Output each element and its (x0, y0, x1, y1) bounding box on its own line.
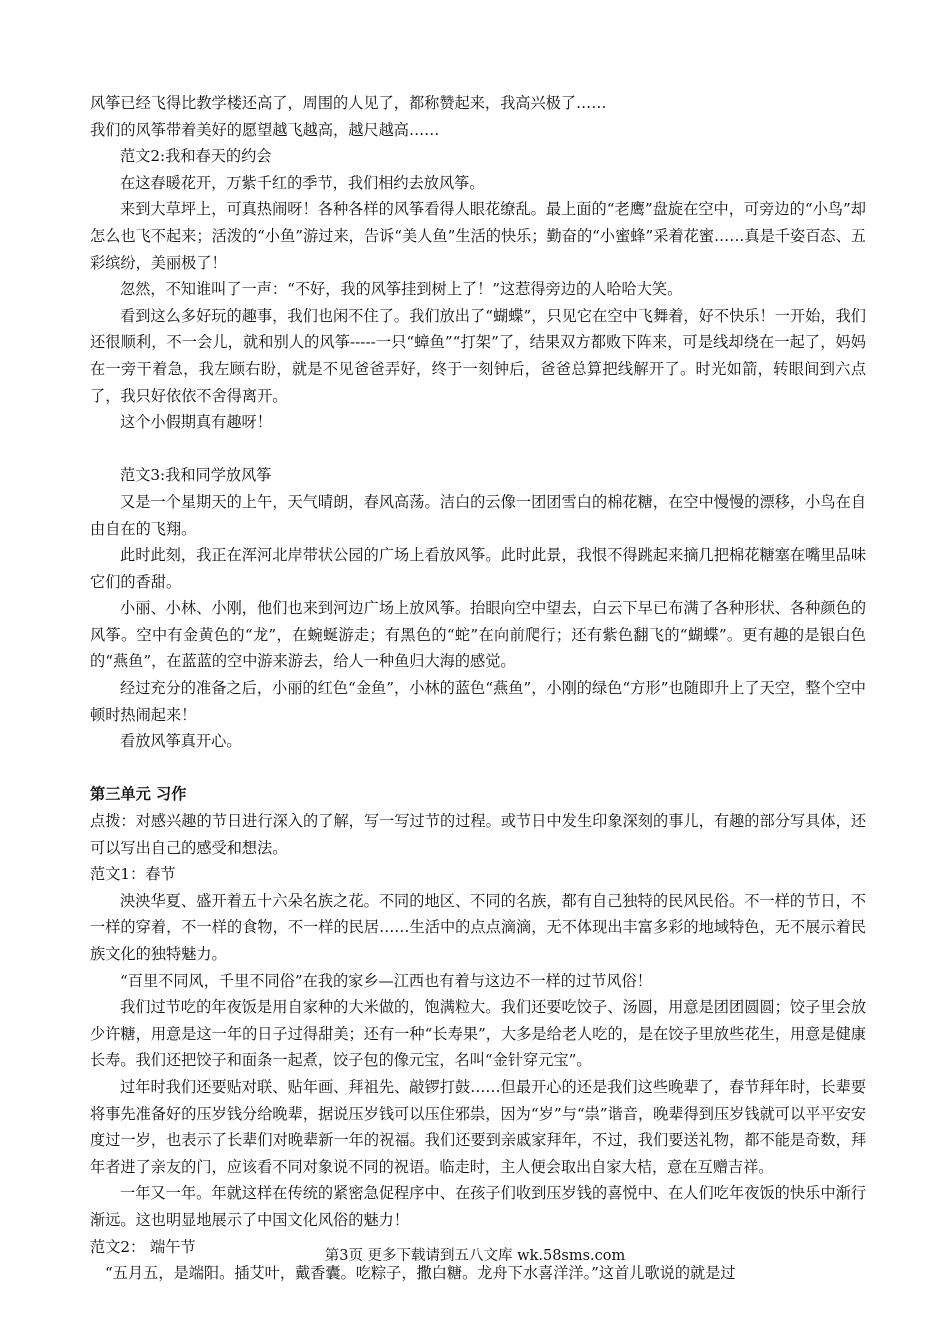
paragraph: 过年时我们还要贴对联、贴年画、拜祖先、敲锣打鼓……但最开心的还是我们这些晚辈了，春节拜年时，长辈要将事先准备好的压岁钱分给晚辈，据说压岁钱可以压住邪祟，因为“岁”与“祟”谐音，晚辈得到压岁钱就可以平平安安度过一岁，也表示了长辈们对晚辈新一年的祝福。我们还要到亲戚家拜年，不过，我们要送礼物，都不能是奇数，拜年者进了亲友的门，应该看不同对象说不同的祝语。临走时，主人便会取出自家大桔，意在互赠吉祥。 (90, 1077, 866, 1176)
paragraph: 风筝已经飞得比教学楼还高了，周围的人见了，都称赞起来，我高兴极了…… (90, 94, 607, 112)
paragraph: 在这春暖花开，万紫千红的季节，我们相约去放风筝。 (120, 173, 485, 192)
paragraph: 一年又一年。年就这样在传统的紧密急促程序中、在孩子们收到压岁钱的喜悦中、在人们吃年夜饭的快乐中渐行渐远。这也明显地展示了中国文化风俗的魅力！ (90, 1184, 866, 1229)
paragraph: “五月五，是端阳。插艾叶，戴香囊。吃粽子，撒白糖。龙舟下水喜洋洋。”这首儿歌说的就是过 (105, 1264, 736, 1283)
paragraph: 小丽、小林、小刚，他们也来到河边广场上放风筝。抬眼向空中望去，白云下早已布满了各种形状、各种颜色的风筝。空中有金黄色的“龙”，在蜿蜒游走；有黑色的“蛇”在向前爬行；还有紫色翻飞的“蝴蝶”。更有趣的是银白色的“燕鱼”，在蓝蓝的空中游来游去，给人一种鱼归大海的感觉。 (90, 599, 866, 671)
paragraph: 看放风筝真开心。 (120, 732, 242, 751)
paragraph: 经过充分的准备之后，小丽的红色“金鱼”，小林的蓝色“燕鱼”，小刚的绿色“方形”也随即升上了天空，整个空中顿时热闹起来！ (90, 679, 866, 724)
paragraph: 来到大草坪上，可真热闹呀！各种各样的风筝看得人眼花缭乱。最上面的“老鹰”盘旋在空中，可旁边的“小鸟”却怎么也飞不起来；活泼的“小鱼”游过来，告诉“美人鱼”生活的快乐；勤奋的“小蜜蜂”采着花蜜……真是千姿百态、五彩缤纷，美丽极了！ (90, 200, 866, 272)
document-body (90, 90, 866, 1287)
paragraph: 我们的风筝带着美好的愿望越飞越高，越尺越高…… (90, 120, 440, 139)
paragraph: 看到这么多好玩的趣事，我们也闲不住了。我们放出了“蝴蝶”，只见它在空中飞舞着，好不快乐！一开始，我们还很顺利，不一会儿，就和别人的风筝-----一只“蟑鱼”“打架”了，结果双方都败下阵来，可是线却绕在一起了，妈妈在一旁干着急，我左顾右盼，就是不见爸爸弄好，终于一刻钟后，爸爸总算把线解开了。时光如箭，转眼间到六点了，我只好依依不舍得离开。 (90, 306, 866, 405)
tip-paragraph: 点拨：对感兴趣的节日进行深入的了解，写一写过节的过程。或节日中发生印象深刻的事儿，有趣的部分写具体，还可以写出自己的感受和想法。 (90, 812, 866, 857)
section-title: 范文3:我和同学放风筝 (120, 466, 272, 485)
unit-heading: 第三单元 习作 (90, 785, 187, 804)
section-title: 范文1：春节 (90, 865, 176, 884)
paragraph: 这个小假期真有趣呀！ (120, 413, 272, 432)
paragraph: 我们过节吃的年夜饭是用自家种的大米做的，饱满粒大。我们还要吃饺子、汤圆，用意是团团圆圆；饺子里会放少许糖，用意是这一年的日子过得甜美；还有一种“长寿果”，大多是给老人吃的，是在饺子里放些花生，用意是健康长寿。我们还把饺子和面条一起煮，饺子包的像元宝，名叫“金针穿元宝”。 (90, 998, 866, 1070)
paragraph: 此时此刻，我正在浑河北岸带状公园的广场上看放风筝。此时此景，我恨不得跳起来摘几把棉花糖塞在嘴里品味它们的香甜。 (90, 546, 866, 591)
paragraph: 泱泱华夏、盛开着五十六朵名族之花。不同的地区、不同的名族，都有自己独特的民风民俗。不一样的节日，不一样的穿着，不一样的食物，不一样的民居……生活中的点点滴滴，无不体现出丰富多彩的地域特色，无不展示着民族文化的独特魅力。 (90, 891, 866, 963)
paragraph: 忽然，不知谁叫了一声：“不好，我的风筝挂到树上了！”这惹得旁边的人哈哈大笑。 (120, 280, 683, 299)
spacer (90, 436, 866, 463)
spacer (90, 755, 866, 782)
paragraph: 又是一个星期天的上午，天气晴朗，春风高荡。洁白的云像一团团雪白的棉花糖，在空中慢慢的漂移，小鸟在自由自在的飞翔。 (90, 492, 866, 538)
paragraph: “百里不同风，千里不同俗”在我的家乡—江西也有着与这边不一样的过节风俗！ (120, 971, 652, 990)
page-footer: 第3页 更多下载请到五八文库 wk.58sms.com (324, 1248, 626, 1264)
section-title: 范文2： 端午节 (90, 1237, 196, 1256)
section-title: 范文2:我和春天的约会 (120, 147, 272, 166)
